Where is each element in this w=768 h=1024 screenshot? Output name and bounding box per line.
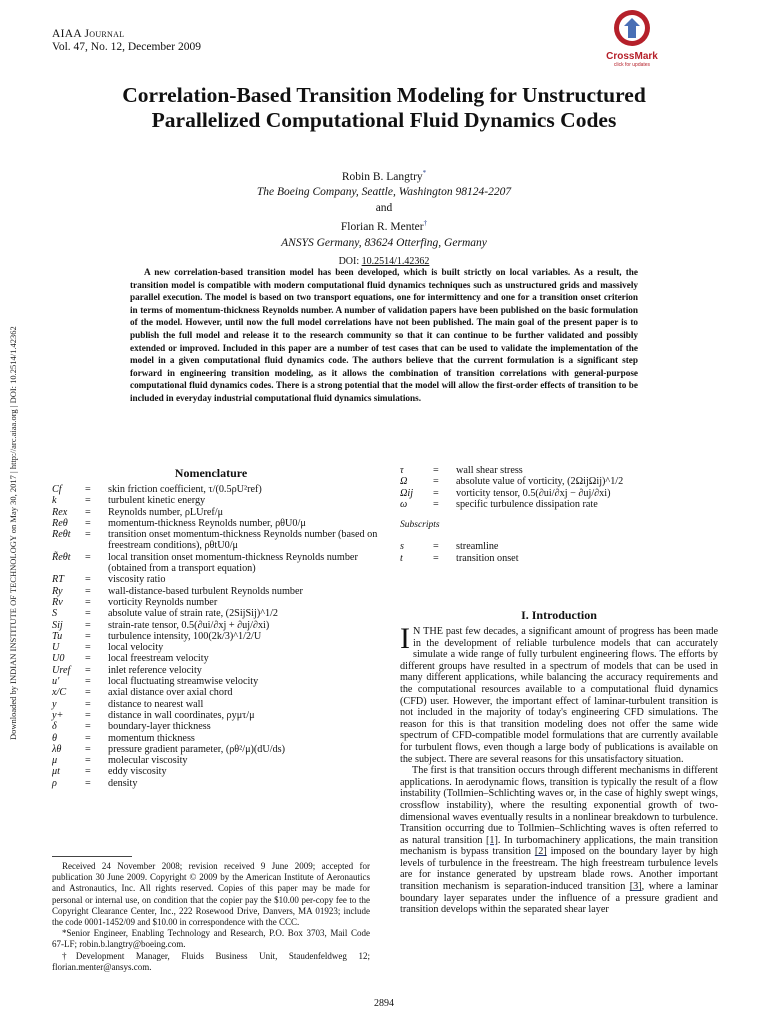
- nomenclature-symbol: t: [400, 552, 403, 564]
- intro-p2-text-a: The first is that transition occurs through different mechanisms in different applications. In aerodynamic flows, transition is typically the result of a flow instability (Tollmien–Schlichting waves or, in the case of highly swept wings, crossflow instability), where the resulting exponential growth of two-dimensional waves eventually results in a nonlinear breakdown to turbulence. Transition occurring due to Tollmien–Schlichting waves is often referred to as natural transition: [400, 765, 718, 846]
- equals-sign: =: [85, 777, 91, 789]
- nomenclature-symbol: k: [52, 495, 57, 507]
- footnote-received: Received 24 November 2008; revision received 9 June 2009; accepted for publication 30 June 2009. Copyright © 2009 by the American Institute of Aeronautics and Astronautics, Inc. All rights reserved. Copies of this paper may be made for personal or internal use, on condition that the copier pay the $10.00 per-copy fee to the Copyright Clearance Center, Inc., 222 Rosewood Drive, Danvers, MA 01923; include the code 0001-1452/09 and $10.00 in correspondence with the CCC.: [52, 861, 370, 928]
- nomenclature-entry: [52, 597, 378, 608]
- equals-sign: =: [85, 698, 91, 710]
- nomenclature-symbol: Reθ: [52, 517, 68, 529]
- nomenclature-definition: local transition onset momentum-thickness Reynolds number (obtained from a transport equation): [108, 551, 358, 575]
- nomenclature-definition: axial distance over axial chord: [108, 687, 233, 699]
- crossmark-badge[interactable]: [596, 8, 668, 68]
- equals-sign: =: [85, 619, 91, 631]
- nomenclature-definition: streamline: [456, 541, 499, 553]
- nomenclature-entry: [52, 778, 378, 789]
- nomenclature-definition: density: [108, 777, 138, 789]
- title-line-1: Correlation-Based Transition Modeling for Unstructured: [122, 83, 646, 107]
- nomenclature-entry: [52, 766, 378, 777]
- nomenclature-definition: absolute value of vorticity, (2ΩijΩij)^1/2: [456, 476, 624, 488]
- author-block: [0, 166, 768, 270]
- nomenclature-definition: momentum thickness: [108, 732, 195, 744]
- nomenclature-symbol: μ: [52, 755, 58, 767]
- drop-cap: I: [400, 622, 410, 655]
- citation-link[interactable]: [1]: [486, 834, 498, 846]
- nomenclature-definition: turbulence intensity, 100(2k/3)^1/2/U: [108, 630, 262, 642]
- nomenclature-definition: molecular viscosity: [108, 755, 188, 767]
- equals-sign: =: [85, 732, 91, 744]
- nomenclature-entry: [52, 495, 378, 506]
- nomenclature-entry: [400, 465, 718, 476]
- intro-heading: I. Introduction: [521, 608, 597, 622]
- affiliation-2: ANSYS Germany, 83624 Otterfing, Germany: [281, 236, 487, 249]
- nomenclature-symbol: RT: [52, 574, 64, 586]
- nomenclature-definition: vorticity Reynolds number: [108, 596, 218, 608]
- author-1: Robin B. Langtry: [341, 170, 423, 183]
- equals-sign: =: [85, 608, 91, 620]
- nomenclature-entry: [52, 518, 378, 529]
- nomenclature-entry: [400, 541, 718, 552]
- nomenclature-entry: [52, 755, 378, 766]
- nomenclature-symbol: Rν: [52, 596, 63, 608]
- doi-label: DOI:: [338, 256, 360, 268]
- nomenclature-definition: boundary-layer thickness: [108, 721, 211, 733]
- crossmark-sub: click for updates: [613, 62, 651, 68]
- equals-sign: =: [85, 529, 91, 541]
- nomenclature-definition: specific turbulence dissipation rate: [456, 498, 598, 510]
- equals-sign: =: [85, 517, 91, 529]
- abstract: A new correlation-based transition model has been developed, which is built strictly on local variables. As a result, the transition model is compatible with modern computational fluid dynamics techniques such as unstructured grids and massively parallel execution. The model is based on two transport equations, one for intermittency and one for a transition onset criterion in terms of momentum-thickness Reynolds number. A number of validation papers have been published on the basic formulation of the model. However, until now the full model correlations have not been published. The main goal of the present paper is to publish the full model and release it to the research community so that it can continue to be further validated and possibly extended or improved. Included in this paper are a number of test cases that can be used to validate the implementation of the model in a given computational fluid dynamics code. The authors believe that the current formulation is a significant step forward in engineering transition modeling, as it allows the combination of transition correlations with general-purpose computational fluid dynamics codes. There is a strong potential that the model will allow the first-order effects of transition to be included in everyday industrial computational fluid dynamics simulations.: [130, 267, 638, 403]
- nomenclature-entry: [52, 507, 378, 518]
- nomenclature-definition: Reynolds number, ρLUref/μ: [108, 506, 224, 518]
- nomenclature-definition: distance in wall coordinates, ρyμτ/μ: [108, 709, 255, 721]
- nomenclature-symbol: y: [52, 698, 57, 710]
- intro-p2-text-d: , where a laminar boundary layer separates under the influence of a pressure gradient and transition develops within the separated shear layer: [400, 881, 718, 916]
- equals-sign: =: [85, 709, 91, 721]
- equals-sign: =: [85, 551, 91, 563]
- nomenclature-entry: [52, 631, 378, 642]
- nomenclature-symbol: S: [52, 608, 58, 620]
- nomenclature-symbol: τ: [400, 465, 404, 476]
- nomenclature-entry: [52, 665, 378, 676]
- citation-link[interactable]: [3]: [629, 881, 642, 893]
- nomenclature-entry: [52, 552, 378, 575]
- nomenclature-symbol: Sij: [52, 619, 63, 631]
- author-conjunction: and: [375, 201, 393, 214]
- nomenclature-entry: [52, 608, 378, 619]
- footnote-rule: [52, 856, 132, 857]
- nomenclature-definition: eddy viscosity: [108, 766, 167, 778]
- nomenclature-symbol: Cf: [52, 484, 62, 495]
- nomenclature-entry: [52, 710, 378, 721]
- subscripts-heading: Subscripts: [400, 520, 440, 531]
- equals-sign: =: [85, 630, 91, 642]
- intro-p2-text-c: imposed on the boundary layer by high levels of turbulence in the freestream. The high freestream turbulence levels are for instance generated by upstream blade rows. Another important transition mechanism is separation-induced transition: [400, 846, 718, 893]
- nomenclature-definition: skin friction coefficient, τ/(0.5ρU²ref): [108, 484, 262, 495]
- nomenclature-symbol: δ: [52, 721, 57, 733]
- equals-sign: =: [85, 721, 91, 733]
- title-line-2: Parallelized Computational Fluid Dynamics Codes: [151, 108, 617, 132]
- nomenclature-entry: [400, 553, 718, 564]
- author-2-footnote-mark[interactable]: †: [423, 219, 428, 228]
- nomenclature-symbol: ρ: [52, 777, 57, 789]
- nomenclature-definition: wall-distance-based turbulent Reynolds number: [108, 585, 303, 597]
- nomenclature-definition: transition onset momentum-thickness Reynolds number (based on freestream conditions), ρθtU0/μ: [108, 529, 378, 552]
- nomenclature-definition: inlet reference velocity: [108, 664, 202, 676]
- nomenclature-entry: [400, 476, 718, 487]
- equals-sign: =: [85, 642, 91, 654]
- nomenclature-symbol: R̃eθt: [52, 551, 71, 563]
- equals-sign: =: [433, 498, 439, 510]
- intro-paragraph-2: [400, 765, 718, 916]
- equals-sign: =: [85, 676, 91, 688]
- nomenclature-definition: strain-rate tensor, 0.5(∂ui/∂xj + ∂uj/∂xi): [108, 619, 270, 631]
- nomenclature-definition: vorticity tensor, 0.5(∂ui/∂xj − ∂uj/∂xi): [456, 487, 611, 499]
- nomenclature-entry: [52, 744, 378, 755]
- nomenclature-entry: [52, 676, 378, 687]
- nomenclature-definition: pressure gradient parameter, (ρθ²/μ)(dU/ds): [108, 743, 286, 755]
- crossmark-icon: [612, 8, 652, 48]
- affiliation-1: The Boeing Company, Seattle, Washington 98124-2207: [256, 186, 512, 199]
- equals-sign: =: [433, 476, 439, 488]
- equals-sign: =: [433, 465, 439, 476]
- nomenclature-definition: transition onset: [456, 552, 519, 564]
- nomenclature-symbol: Reθt: [52, 529, 71, 541]
- equals-sign: =: [85, 653, 91, 665]
- nomenclature-definition: local fluctuating streamwise velocity: [108, 676, 259, 688]
- nomenclature-entry: [52, 721, 378, 732]
- nomenclature-symbol: λθ: [52, 743, 62, 755]
- nomenclature-symbol: Ωij: [400, 487, 414, 499]
- nomenclature-entry: [52, 687, 378, 698]
- equals-sign: =: [85, 743, 91, 755]
- equals-sign: =: [85, 596, 91, 608]
- nomenclature-symbol: y+: [52, 709, 64, 721]
- equals-sign: =: [85, 766, 91, 778]
- nomenclature-symbol: Tu: [52, 630, 63, 642]
- nomenclature-entry: [52, 699, 378, 710]
- equals-sign: =: [433, 487, 439, 499]
- author-2: Florian R. Menter: [340, 221, 424, 234]
- doi-link[interactable]: 10.2514/1.42362: [361, 256, 430, 268]
- nomenclature-definition: momentum-thickness Reynolds number, ρθU0/μ: [108, 517, 306, 529]
- nomenclature-entry: [52, 529, 378, 552]
- intro-p1-text: N THE past few decades, a significant amount of progress has been made in the development of reliable turbulence models that can accurately simulate a wide range of fully turbulent engineering flows. The efforts by different groups have resulted in a spectrum of models that can be used in many different applications, while balancing the accuracy requirements and the computational resources available to a computational fluid dynamics (CFD) user. However, the important effect of laminar-turbulent transition is not included in the majority of today's engineering CFD simulations. The reason for this is that transition modeling does not offer the same wide spectrum of CFD-compatible model formulations that are currently available for turbulent flows, even though a large body of publications is available on the subject. There are several reasons for this unsatisfactory situation.: [400, 626, 718, 765]
- nomenclature-definition: distance to nearest wall: [108, 698, 204, 710]
- intro-body: [400, 622, 718, 916]
- download-side-note: Downloaded by INDIAN INSTITUTE OF TECHNOLOGY on May 30, 2017 | http://arc.aiaa.org | DOI: 10.2514/1.42362: [8, 326, 18, 740]
- author-1-footnote-mark[interactable]: *: [422, 169, 427, 177]
- nomenclature-symbol: θ: [52, 732, 58, 744]
- footnotes: [52, 861, 370, 973]
- journal-header: [52, 28, 201, 54]
- nomenclature-entry: [400, 488, 718, 499]
- equals-sign: =: [85, 484, 91, 495]
- nomenclature-symbol: Ry: [52, 585, 63, 597]
- equals-sign: =: [85, 664, 91, 676]
- journal-name: AIAA Journal: [52, 28, 125, 40]
- nomenclature-symbol: s: [400, 541, 404, 553]
- nomenclature-symbol: Ω: [400, 476, 408, 488]
- intro-paragraph-1: [400, 622, 718, 765]
- nomenclature-entry: [52, 653, 378, 664]
- journal-volume: Vol. 47, No. 12, December 2009: [52, 41, 201, 53]
- nomenclature-symbol: Rex: [52, 506, 68, 518]
- equals-sign: =: [85, 755, 91, 767]
- nomenclature-entry: [52, 620, 378, 631]
- nomenclature-definition: turbulent kinetic energy: [108, 495, 206, 507]
- nomenclature-list-right: [400, 465, 718, 510]
- nomenclature-symbol: ω: [400, 498, 408, 510]
- citation-link[interactable]: [2]: [534, 846, 547, 858]
- equals-sign: =: [85, 495, 91, 507]
- paper-title: [40, 83, 728, 133]
- nomenclature-entry: [52, 642, 378, 653]
- nomenclature-entry: [52, 586, 378, 597]
- nomenclature-entry: [52, 484, 378, 495]
- nomenclature-list: [52, 484, 378, 789]
- intro-p2-text-b: . In turbomachinery applications, the main transition mechanism is bypass transition: [400, 834, 718, 858]
- nomenclature-definition: absolute value of strain rate, (2SijSij)^1/2: [108, 608, 279, 620]
- nomenclature-symbol: u': [52, 676, 60, 688]
- nomenclature-symbol: Uref: [52, 664, 71, 676]
- nomenclature-symbol: U: [52, 642, 60, 654]
- equals-sign: =: [85, 687, 91, 699]
- equals-sign: =: [433, 541, 439, 553]
- equals-sign: =: [433, 552, 439, 564]
- nomenclature-definition: local velocity: [108, 642, 164, 654]
- nomenclature-symbol: x/C: [52, 687, 67, 699]
- nomenclature-definition: local freestream velocity: [108, 653, 209, 665]
- footnote-author-1: *Senior Engineer, Enabling Technology and Research, P.O. Box 3703, Mail Code 67-LF; robin.b.langtry@boeing.com.: [52, 928, 370, 950]
- nomenclature-entry: [52, 733, 378, 744]
- nomenclature-symbol: U0: [52, 653, 65, 665]
- footnote-author-2: †Development Manager, Fluids Business Unit, Staudenfeldweg 12; florian.menter@ansys.com.: [52, 950, 370, 972]
- equals-sign: =: [85, 574, 91, 586]
- equals-sign: =: [85, 585, 91, 597]
- nomenclature-continued: [400, 465, 718, 564]
- nomenclature-entry: [400, 499, 718, 510]
- subscripts-list: [400, 541, 718, 564]
- nomenclature-definition: wall shear stress: [456, 465, 523, 476]
- nomenclature-definition: viscosity ratio: [108, 574, 166, 586]
- equals-sign: =: [85, 506, 91, 518]
- nomenclature-symbol: μt: [52, 766, 60, 778]
- nomenclature-entry: [52, 574, 378, 585]
- nomenclature-heading: Nomenclature: [174, 466, 248, 480]
- crossmark-label: CrossMark: [606, 51, 658, 62]
- page-number: 2894: [374, 998, 394, 1009]
